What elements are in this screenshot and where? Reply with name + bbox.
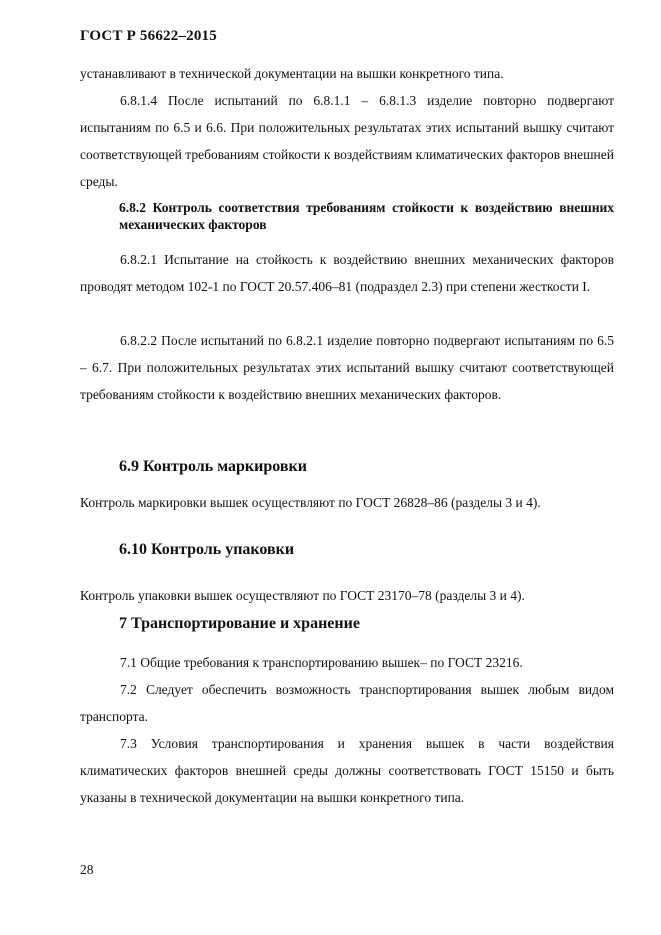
- paragraph-6-9: Контроль маркировки вышек осуществляют по ГОСТ 26828–86 (разделы 3 и 4).: [80, 495, 541, 510]
- paragraph-7-1: 7.1 Общие требования к транспортированию вышек– по ГОСТ 23216.: [120, 655, 523, 670]
- section-heading-6-9: 6.9 Контроль маркировки: [119, 458, 307, 475]
- standard-header: ГОСТ Р 56622–2015: [80, 28, 217, 44]
- paragraph-continuation: устанавливают в технической документации на вышки конкретного типа.: [80, 66, 504, 81]
- page-number: 28: [80, 862, 94, 877]
- subsection-heading-6-8-2: 6.8.2 Контроль соответствия требованиям стойкости к воздействию внешних механических факторов: [119, 200, 614, 232]
- paragraph-7-3: 7.3 Условия транспортирования и хранения вышек в части воздействия климатических факторов внешней среды должны соответствовать ГОСТ 15150 и быть указаны в технической документации на вышки конкретного типа.: [80, 736, 614, 805]
- section-heading-6-10: 6.10 Контроль упаковки: [119, 541, 295, 558]
- paragraph-6-10: Контроль упаковки вышек осуществляют по ГОСТ 23170–78 (разделы 3 и 4).: [80, 588, 525, 603]
- paragraph-6-8-1-4: 6.8.1.4 После испытаний по 6.8.1.1 – 6.8.1.3 изделие повторно подвергают испытаниям по 6.5 и 6.6. При положительных результатах этих испытаний вышку считают соответствующей требованиям стойкости к воздействиям климатических факторов внешней среды.: [80, 93, 614, 189]
- paragraph-6-8-2-1: 6.8.2.1 Испытание на стойкость к воздействию внешних механических факторов проводят методом 102-1 по ГОСТ 20.57.406–81 (подраздел 2.3) при степени жесткости I.: [80, 252, 614, 294]
- paragraph-6-8-2-2: 6.8.2.2 После испытаний по 6.8.2.1 изделие повторно подвергают испытаниям по 6.5 – 6.7. При положительных результатах этих испытаний вышку считают соответствующей требованиям стойкости к воздействию внешних механических факторов.: [80, 333, 614, 402]
- paragraph-7-2: 7.2 Следует обеспечить возможность транспортирования вышек любым видом транспорта.: [80, 682, 614, 724]
- section-heading-7: 7 Транспортирование и хранение: [119, 615, 360, 632]
